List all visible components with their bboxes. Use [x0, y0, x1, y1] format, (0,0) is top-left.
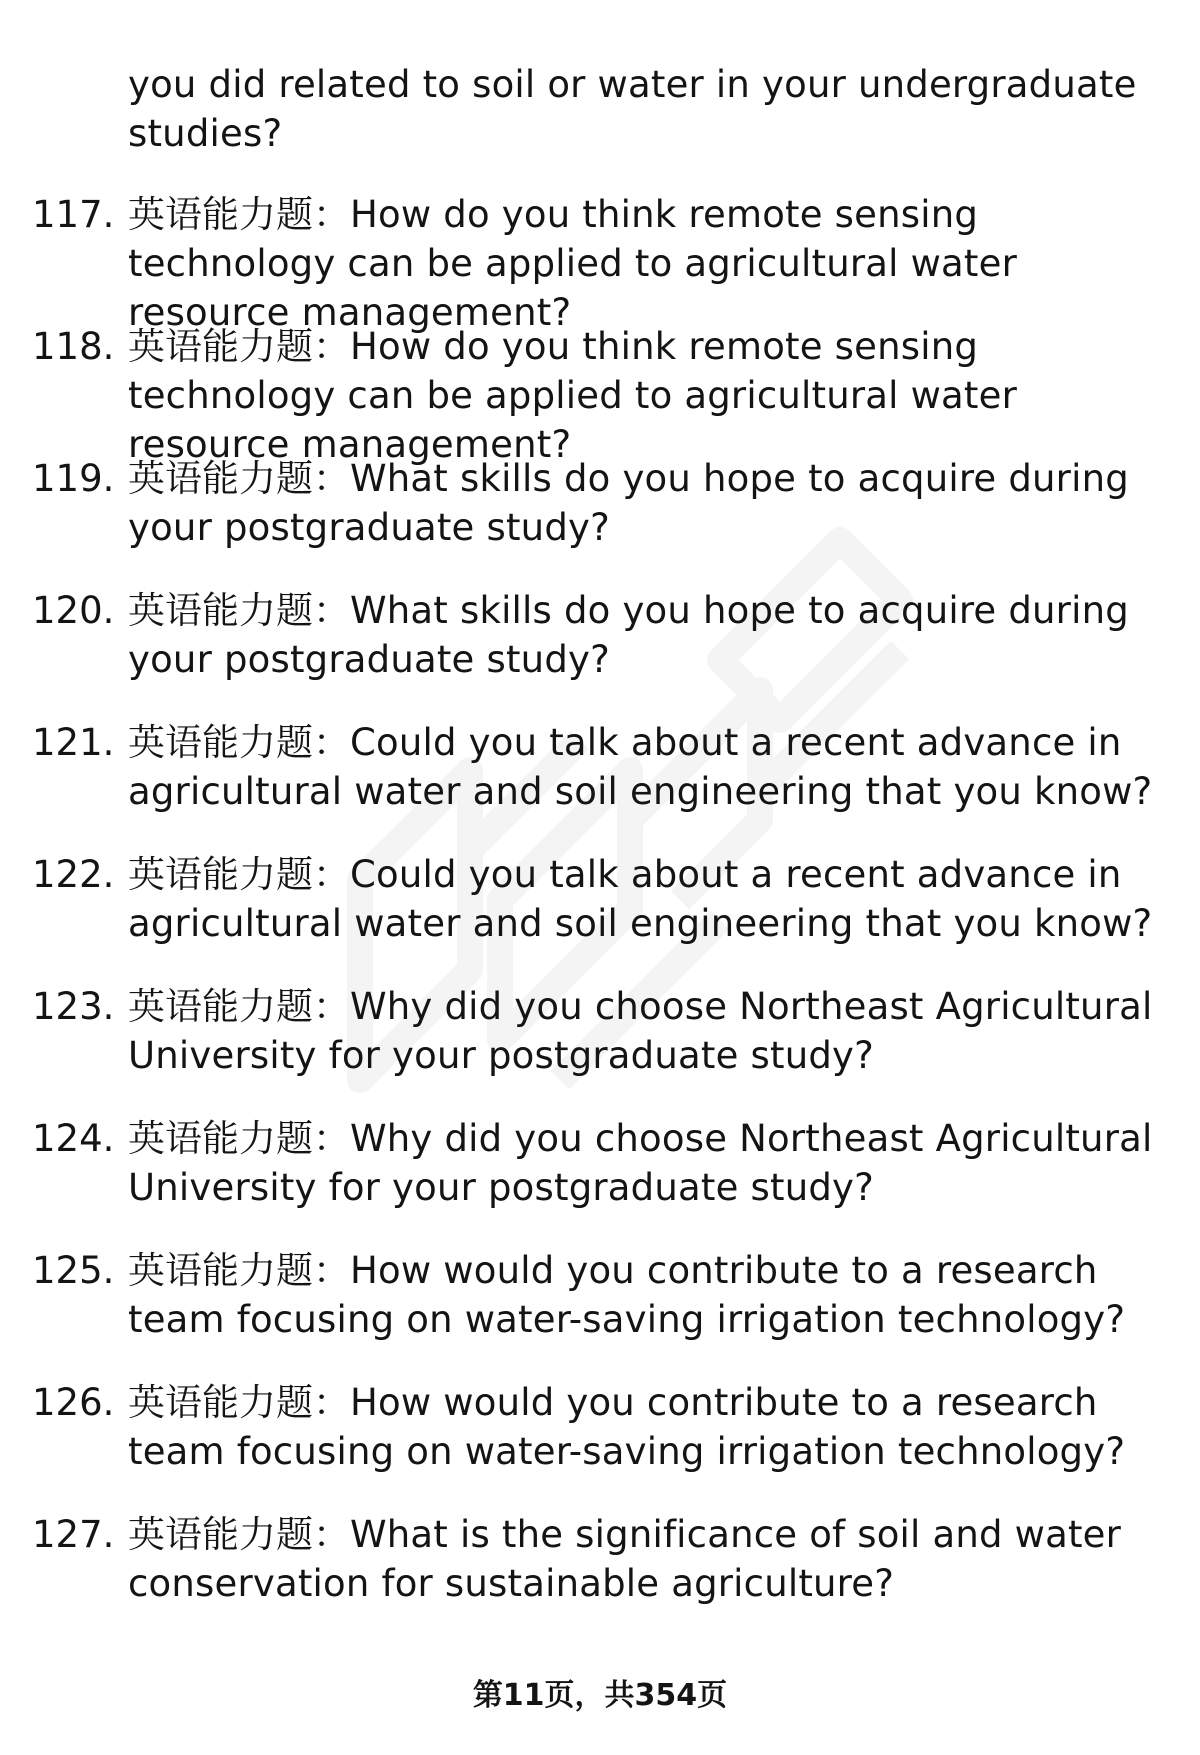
question-item: [0, 586, 1200, 718]
question-item: [0, 1378, 1200, 1510]
question-number: 121.: [32, 721, 115, 764]
question-list: [0, 190, 1200, 1642]
question-body: [128, 322, 1173, 469]
question-item: [0, 1114, 1200, 1246]
question-text: How would you contribute to a research team focusing on water-saving irrigation technology?: [128, 1249, 1126, 1341]
question-item: [0, 850, 1200, 982]
question-number: 117.: [32, 193, 115, 236]
question-number: 118.: [32, 325, 115, 368]
question-text: What is the significance of soil and water conservation for sustainable agriculture?: [128, 1513, 1122, 1605]
question-item: [0, 718, 1200, 850]
question-number: 125.: [32, 1249, 115, 1292]
question-text: Why did you choose Northeast Agricultural University for your postgraduate study?: [128, 985, 1153, 1077]
question-category-label: 英语能力题：: [128, 457, 350, 500]
question-category-label: 英语能力题：: [128, 193, 350, 236]
question-text: How would you contribute to a research team focusing on water-saving irrigation technology?: [128, 1381, 1126, 1473]
question-category-label: 英语能力题：: [128, 589, 350, 632]
question-body: [128, 190, 1173, 337]
question-category-label: 英语能力题：: [128, 1117, 350, 1160]
question-category-label: 英语能力题：: [128, 1513, 350, 1556]
question-item: [0, 322, 1200, 466]
question-text: Could you talk about a recent advance in agricultural water and soil engineering that you know?: [128, 721, 1153, 813]
question-category-label: 英语能力题：: [128, 985, 350, 1028]
question-body: [128, 718, 1173, 816]
question-category-label: 英语能力题：: [128, 853, 350, 896]
question-item: [0, 454, 1200, 586]
question-body: [128, 850, 1173, 948]
page-footer: 第11页，共354页: [472, 1678, 728, 1713]
question-number: 120.: [32, 589, 115, 632]
question-number: 122.: [32, 853, 115, 896]
question-number: 126.: [32, 1381, 115, 1424]
question-body: [128, 982, 1173, 1080]
question-number: 124.: [32, 1117, 115, 1160]
question-category-label: 英语能力题：: [128, 1249, 350, 1292]
question-text: How do you think remote sensing technology can be applied to agricultural water resource management?: [128, 325, 1017, 466]
question-category-label: 英语能力题：: [128, 325, 350, 368]
question-number: 123.: [32, 985, 115, 1028]
question-body: [128, 1510, 1173, 1608]
question-body: [128, 1246, 1173, 1344]
question-body: [128, 454, 1173, 552]
question-body: [128, 1114, 1173, 1212]
question-body: [128, 586, 1173, 684]
question-body: [128, 1378, 1173, 1476]
question-text: Could you talk about a recent advance in agricultural water and soil engineering that you know?: [128, 853, 1153, 945]
question-category-label: 英语能力题：: [128, 1381, 350, 1424]
question-text: What skills do you hope to acquire during your postgraduate study?: [128, 589, 1129, 681]
question-item: [0, 982, 1200, 1114]
question-item: [0, 190, 1200, 334]
question-text: How do you think remote sensing technology can be applied to agricultural water resource management?: [128, 193, 1017, 334]
question-text: Why did you choose Northeast Agricultural University for your postgraduate study?: [128, 1117, 1153, 1209]
question-item: [0, 1246, 1200, 1378]
continuation-text: you did related to soil or water in your undergraduate studies?: [128, 63, 1137, 155]
question-category-label: 英语能力题：: [128, 721, 350, 764]
question-text: What skills do you hope to acquire during your postgraduate study?: [128, 457, 1129, 549]
question-item: [0, 1510, 1200, 1642]
question-number: 127.: [32, 1513, 115, 1556]
question-number: 119.: [32, 457, 115, 500]
